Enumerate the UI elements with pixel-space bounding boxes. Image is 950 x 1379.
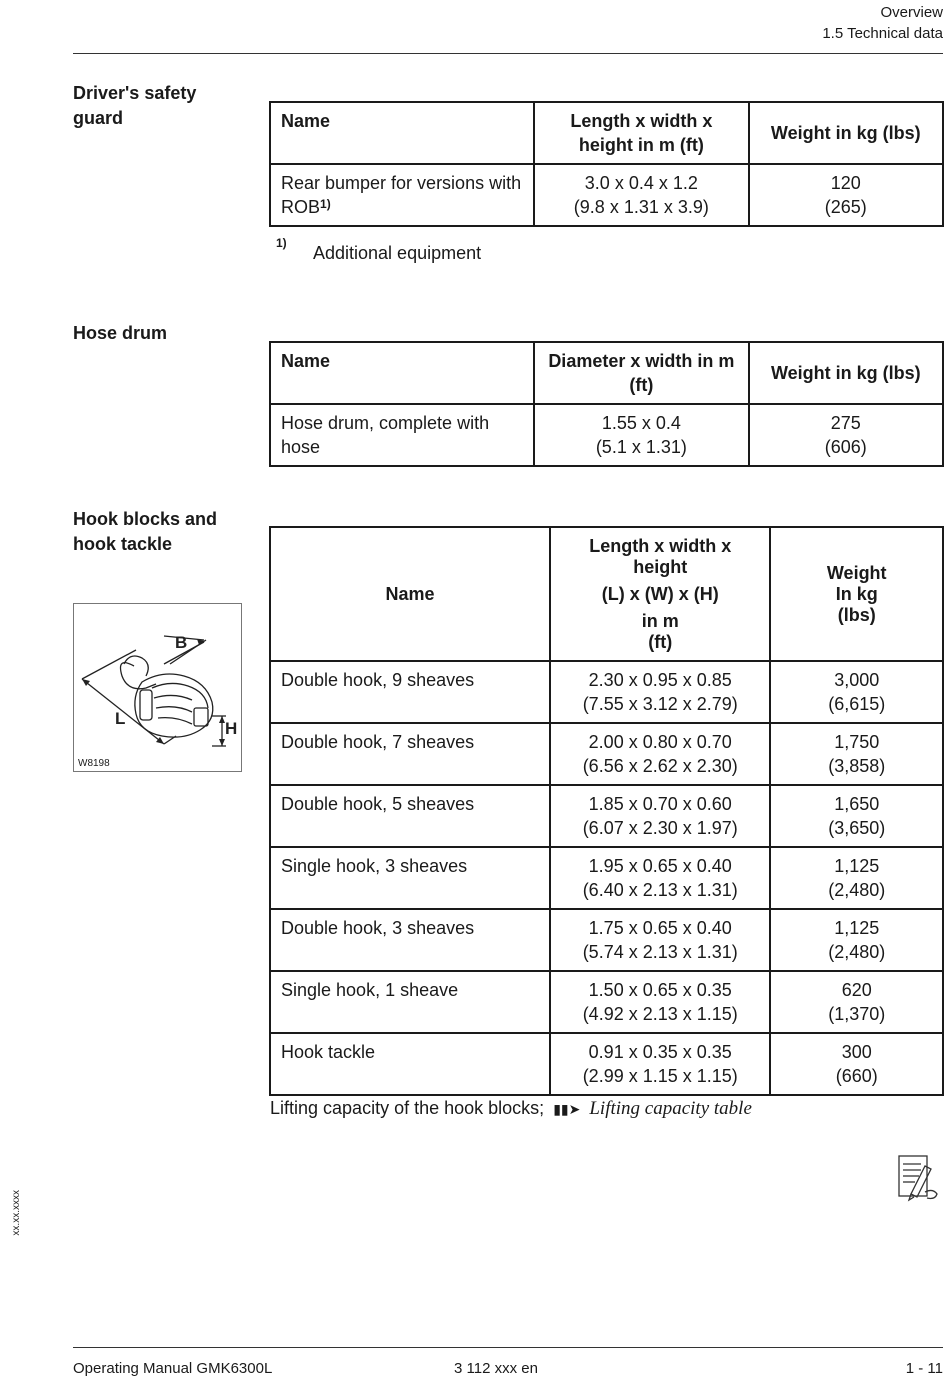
weight-kg: 3,000	[834, 670, 880, 690]
dims-m: 1.95 x 0.65 x 0.40	[588, 856, 732, 876]
weight-lbs: (2,480)	[828, 880, 886, 900]
table-row	[270, 164, 943, 226]
row-name: Double hook, 7 sheaves	[270, 723, 550, 785]
row-weight-cell	[749, 404, 943, 466]
weight-kg: 1,650	[834, 794, 880, 814]
dims-m: 0.91 x 0.35 x 0.35	[588, 1042, 732, 1062]
label-b: B	[175, 633, 188, 652]
dims-header-line4: (ft)	[648, 631, 673, 652]
hook-block-drawing	[74, 604, 241, 771]
weight-kg: 1,125	[834, 856, 880, 876]
row-name: Hook tackle	[270, 1033, 550, 1095]
row-dims-cell	[550, 785, 770, 847]
dims-m: 1.50 x 0.65 x 0.35	[588, 980, 732, 1000]
row-weight-cell	[770, 971, 943, 1033]
hook-blocks-rows	[270, 661, 943, 1095]
row-name: Double hook, 3 sheaves	[270, 909, 550, 971]
weight-kg: 120	[830, 173, 861, 193]
dims-m: 2.00 x 0.80 x 0.70	[588, 732, 732, 752]
row-name: Rear bumper for versions with ROB	[281, 173, 522, 217]
weight-header-line1: Weight	[826, 562, 887, 583]
dims-m: 1.55 x 0.4	[601, 413, 681, 433]
label-h: H	[225, 719, 238, 738]
lifting-capacity-note	[270, 1098, 752, 1120]
table-row	[270, 404, 943, 466]
weight-header-line3: (lbs)	[837, 604, 876, 625]
col-weight: Weight in kg (lbs)	[749, 102, 943, 164]
dims-ft: (2.99 x 1.15 x 1.15)	[582, 1066, 738, 1086]
footnote-ref: 1)	[320, 197, 331, 211]
table-header-row	[270, 342, 943, 404]
table-row	[270, 909, 943, 971]
lifting-capacity-link[interactable]: Lifting capacity table	[589, 1098, 752, 1119]
side-code: xx.xx.xxxx	[11, 1190, 22, 1236]
dims-header-line3: in m	[641, 610, 679, 631]
row-dims-cell	[550, 1033, 770, 1095]
dims-ft: (4.92 x 2.13 x 1.15)	[582, 1004, 738, 1024]
dims-header-line1: Length x width x height	[589, 535, 732, 577]
dims-ft: (5.1 x 1.31)	[595, 437, 687, 457]
dims-ft: (6.56 x 2.62 x 2.30)	[582, 756, 738, 776]
page-header	[822, 2, 943, 44]
row-name: Hose drum, complete with hose	[270, 404, 534, 466]
row-weight-cell	[770, 1033, 943, 1095]
dims-m: 1.85 x 0.70 x 0.60	[588, 794, 732, 814]
hook-blocks-table	[269, 526, 944, 1096]
col-name: Name	[270, 102, 534, 164]
col-weight	[770, 527, 943, 661]
table-header-row	[270, 527, 943, 661]
dims-ft: (6.07 x 2.30 x 1.97)	[582, 818, 738, 838]
header-rule	[73, 53, 943, 54]
row-weight-cell	[770, 785, 943, 847]
weight-kg: 300	[841, 1042, 872, 1062]
label-l: L	[115, 709, 126, 728]
row-dims-cell	[534, 164, 748, 226]
row-dims-cell	[550, 909, 770, 971]
row-dims-cell	[550, 723, 770, 785]
footer-page-number: 1 - 11	[905, 1360, 943, 1377]
weight-header-line2: In kg	[835, 583, 878, 604]
notepad-pen-icon	[895, 1152, 943, 1202]
col-dimensions: Diameter x width in m (ft)	[534, 342, 748, 404]
dims-header-line2: (L) x (W) x (H)	[601, 583, 719, 604]
row-dims-cell	[534, 404, 748, 466]
hose-drum-table	[269, 341, 944, 467]
footer-manual: Operating Manual GMK6300L	[73, 1360, 273, 1377]
row-name-cell	[270, 164, 534, 226]
figure-caption: W8198	[78, 758, 110, 769]
weight-kg: 620	[841, 980, 872, 1000]
arrow-right-icon: ▮▮➤	[553, 1101, 581, 1117]
weight-lbs: (6,615)	[828, 694, 886, 714]
drivers-guard-table	[269, 101, 944, 227]
weight-lbs: (660)	[835, 1066, 878, 1086]
weight-lbs: (606)	[824, 437, 867, 457]
row-name: Single hook, 3 sheaves	[270, 847, 550, 909]
drivers-guard-title: Driver's safety guard	[73, 83, 197, 128]
col-name: Name	[270, 342, 534, 404]
weight-kg: 1,125	[834, 918, 880, 938]
weight-kg: 275	[830, 413, 861, 433]
col-dimensions	[550, 527, 770, 661]
weight-lbs: (265)	[824, 197, 867, 217]
table-header-row	[270, 102, 943, 164]
dims-ft: (6.40 x 2.13 x 1.31)	[582, 880, 738, 900]
hose-drum-title: Hose drum	[73, 323, 168, 343]
row-dims-cell	[550, 971, 770, 1033]
row-name: Double hook, 9 sheaves	[270, 661, 550, 723]
row-dims-cell	[550, 661, 770, 723]
row-weight-cell	[770, 661, 943, 723]
dims-m: 1.75 x 0.65 x 0.40	[588, 918, 732, 938]
dims-m: 3.0 x 0.4 x 1.2	[584, 173, 698, 193]
dims-m: 2.30 x 0.95 x 0.85	[588, 670, 732, 690]
row-name: Double hook, 5 sheaves	[270, 785, 550, 847]
dims-ft: (9.8 x 1.31 x 3.9)	[573, 197, 709, 217]
weight-lbs: (1,370)	[828, 1004, 886, 1024]
weight-lbs: (3,650)	[828, 818, 886, 838]
row-name: Single hook, 1 sheave	[270, 971, 550, 1033]
row-weight-cell	[770, 847, 943, 909]
weight-kg: 1,750	[834, 732, 880, 752]
row-weight-cell	[770, 909, 943, 971]
hook-blocks-title: Hook blocks and hook tackle	[73, 509, 218, 554]
table-row	[270, 847, 943, 909]
table-row	[270, 785, 943, 847]
table-row	[270, 661, 943, 723]
footer-doc-number: 3 112 xxx en	[454, 1360, 538, 1377]
footnote	[276, 236, 482, 263]
hook-block-figure	[73, 603, 242, 772]
table-row	[270, 1033, 943, 1095]
table-row	[270, 971, 943, 1033]
footnote-mark: 1)	[276, 236, 287, 250]
col-weight: Weight in kg (lbs)	[749, 342, 943, 404]
footer-rule	[73, 1347, 943, 1348]
row-dims-cell	[550, 847, 770, 909]
table-row	[270, 723, 943, 785]
chapter-title: Overview	[880, 4, 943, 21]
section-title: 1.5 Technical data	[822, 25, 943, 42]
weight-lbs: (3,858)	[828, 756, 886, 776]
col-name: Name	[270, 527, 550, 661]
dims-ft: (5.74 x 2.13 x 1.31)	[582, 942, 738, 962]
dims-ft: (7.55 x 3.12 x 2.79)	[582, 694, 738, 714]
lifting-text: Lifting capacity of the hook blocks;	[270, 1098, 545, 1118]
footnote-text: Additional equipment	[313, 243, 482, 263]
row-weight-cell	[770, 723, 943, 785]
col-dimensions: Length x width x height in m (ft)	[534, 102, 748, 164]
weight-lbs: (2,480)	[828, 942, 886, 962]
row-weight-cell	[749, 164, 943, 226]
